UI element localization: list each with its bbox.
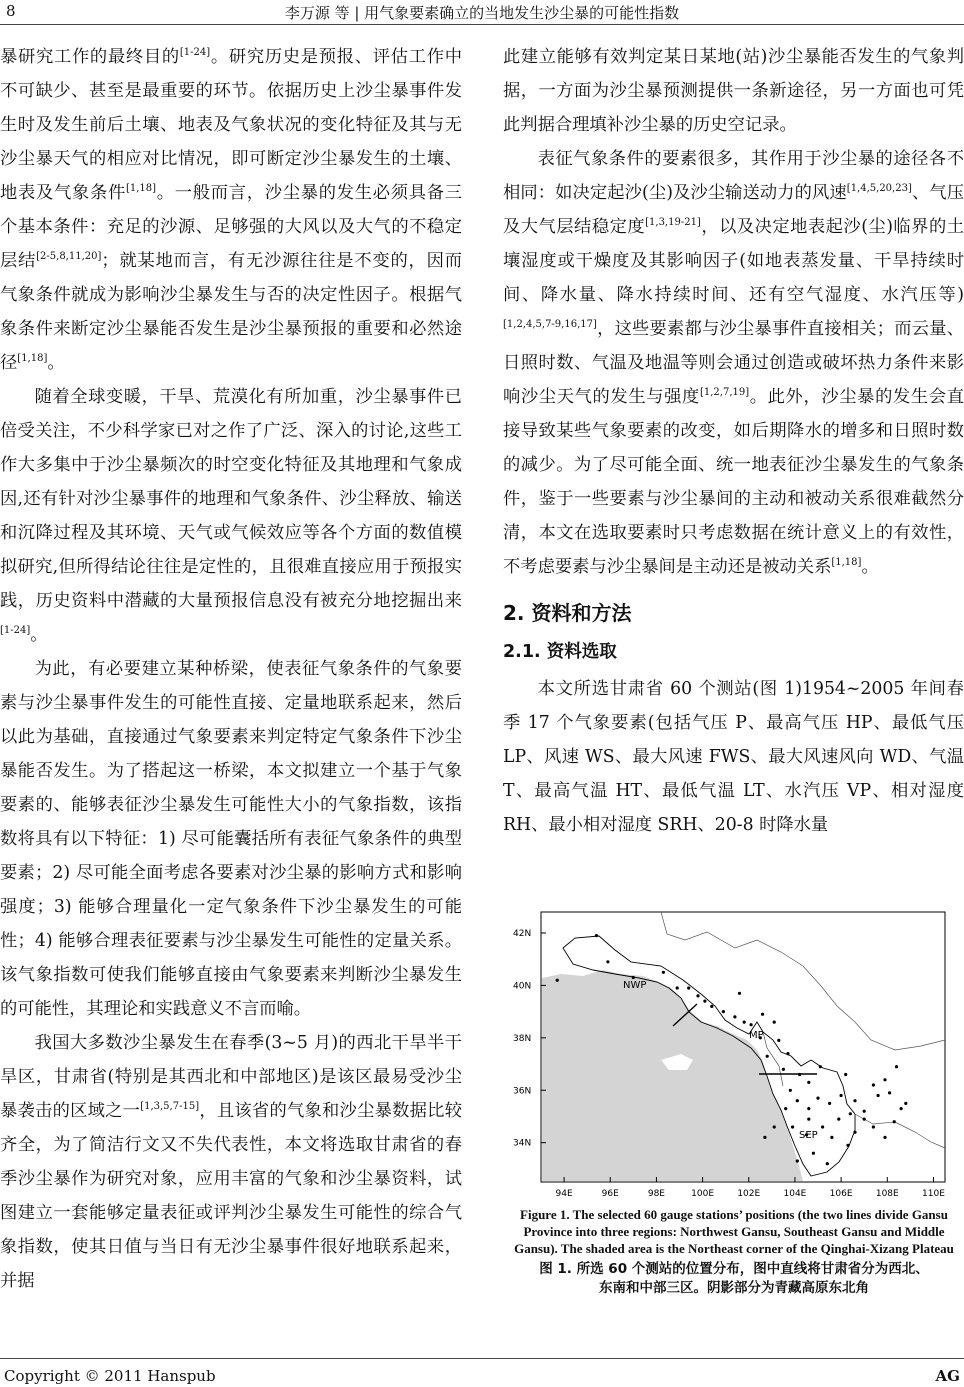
section-title: 2. 资料和方法 bbox=[503, 601, 632, 625]
station-dot bbox=[773, 1021, 776, 1024]
station-dot bbox=[796, 1099, 799, 1102]
right-column bbox=[503, 40, 964, 842]
station-dot bbox=[763, 1136, 766, 1139]
station-dot bbox=[853, 1131, 856, 1134]
lat-label: 36N bbox=[513, 1086, 532, 1097]
station-dot bbox=[846, 1144, 849, 1147]
station-dot bbox=[853, 1099, 856, 1102]
station-dot bbox=[662, 971, 665, 974]
station-dot bbox=[703, 1000, 706, 1003]
station-dot bbox=[807, 1081, 810, 1084]
station-dot bbox=[819, 1065, 822, 1068]
figure-caption-en: Figure 1. The selected 60 gauge stations’ positions (the two lines divide Gansu Province into three regions: Northwest Gansu, Southeast Gansu and Middle Gansu). The shaded area is the Northeast corner of the Qinghai-Xizang Plateau bbox=[514, 1207, 954, 1256]
station-dot bbox=[830, 1136, 833, 1139]
station-dot bbox=[807, 1118, 810, 1121]
station-dot bbox=[556, 979, 559, 982]
station-dot bbox=[791, 1125, 794, 1128]
station-dot bbox=[816, 1097, 819, 1100]
station-dot bbox=[821, 1125, 824, 1128]
paragraph: 为此，有必要建立某种桥梁，使表征气象条件的气象要素与沙尘暴事件发生的可能性直接、定量地联系起来，然后以此为基础，直接通过气象要素来判定特定气象条件下沙尘暴能否发生。为了搭起这一桥梁，本文拟建立一个基于气象要素的、能够表征沙尘暴发生可能性大小的气象指数，该指数将具有以下特征：1) 尽可能囊括所有表征气象条件的典型要素；2) 尽可能全面考虑各要素对沙尘暴的影响方式和影响强度；3) 能够合理量化一定气象条件下沙尘暴发生的可能性；4) 能够合理表征要素与沙尘暴发生可能性的定量关系。该气象指数可使我们能够直接由气象要素来判断沙尘暴发生的可能性，其理论和实践意义不言而喻。 bbox=[0, 659, 462, 1019]
figure-caption-zh bbox=[511, 1260, 957, 1298]
station-dot bbox=[904, 1102, 907, 1105]
lat-label: 40N bbox=[513, 981, 532, 992]
page-header bbox=[0, 0, 964, 25]
station-dot bbox=[883, 1078, 886, 1081]
station-dot bbox=[687, 986, 690, 989]
station-dot bbox=[696, 994, 699, 997]
lat-label: 42N bbox=[513, 928, 532, 939]
map-svg bbox=[511, 910, 947, 1202]
station-dot bbox=[883, 1136, 886, 1139]
running-title: 李万源 等 | 用气象要素确立的当地发生沙尘暴的可能性指数 bbox=[284, 4, 680, 22]
subsection-title: 2.1. 资料选取 bbox=[503, 642, 617, 662]
station-dot bbox=[784, 1107, 787, 1110]
station-dot bbox=[722, 1010, 725, 1013]
copyright: Copyright © 2011 Hanspub bbox=[4, 1367, 216, 1385]
station-dot bbox=[796, 1159, 799, 1162]
lon-label: 108E bbox=[875, 1189, 899, 1199]
page-footer bbox=[0, 1358, 964, 1387]
station-dot bbox=[606, 960, 609, 963]
station-dot bbox=[750, 1023, 753, 1026]
paragraph: 表征气象条件的要素很多，其作用于沙尘暴的途径各不相同：如决定起沙(尘)及沙尘输送动力的风速[1,4,5,20,23]、气压及大气层结稳定度[1,3,19-21]，以及决定地表起沙(尘)临界的土壤湿度或干燥度及其影响因子(如地表蒸发量、干旱持续时间、降水量、降水持续时间、还有空气湿度、水汽压等)[1,2,4,5,7-9,16,17]，这些要素都与沙尘暴事件直接相关；而云量、日照时数、气温及地温等则会通过创造或破坏热力条件来影响沙尘天气的发生与强度[1,2,7,19]。此外，沙尘暴的发生会直接导致某些气象要素的改变，如后期降水的增多和日照时数的减少。为了尽可能全面、统一地表征沙尘暴发生的气象条件，鉴于一些要素与沙尘暴间的主动和被动关系很难截然分清，本文在选取要素时只考虑数据在统计意义上的有效性，不考虑要素与沙尘暴间是主动还是被动关系[1,18]。 bbox=[503, 149, 964, 577]
region-label-nwp: NWP bbox=[623, 980, 647, 991]
figure-caption-zh-line: 东南和中部三区。阴影部分为青藏高原东北角 bbox=[599, 1280, 869, 1296]
station-dot bbox=[895, 1065, 898, 1068]
lon-label: 106E bbox=[829, 1189, 853, 1199]
station-dot bbox=[863, 1118, 866, 1121]
paragraph: 随着全球变暖，干旱、荒漠化有所加重，沙尘暴事件已倍受关注，不少科学家已对之作了广泛、深入的讨论,这些工作大多集中于沙尘暴频次的时空变化特征及其地理和气象成因,还有针对沙尘暴事件的地理和气象条件、沙尘释放、输送和沉降过程及其环境、天气或气候效应等各个方面的数值模拟研究,但所得结论往往是定性的，且很难直接应用于预报实践，历史资料中潜藏的大量预报信息没有被充分地挖掘出来[1-24]。 bbox=[0, 387, 462, 645]
station-dot bbox=[710, 1005, 713, 1008]
station-dot bbox=[900, 1107, 903, 1110]
station-dot bbox=[872, 1083, 875, 1086]
station-dot bbox=[786, 1052, 789, 1055]
station-dot bbox=[837, 1118, 840, 1121]
station-dot bbox=[888, 1091, 891, 1094]
station-dot bbox=[595, 934, 598, 937]
lon-label: 100E bbox=[691, 1189, 715, 1199]
station-dot bbox=[872, 1125, 875, 1128]
lon-label: 94E bbox=[555, 1189, 573, 1199]
paragraph: 本文所选甘肃省 60 个测站(图 1)1954~2005 年间春季 17 个气象要素(包括气压 P、最高气压 HP、最低气压 LP、风速 WS、最大风速 FWS、最大风速风向 WD、气温 T、最高气温 HT、最低气温 LT、水汽压 VP、相对湿度 RH、最小相对湿度 SRH、20-8 时降水量 bbox=[503, 679, 964, 835]
station-dot bbox=[807, 1107, 810, 1110]
station-dot bbox=[766, 1055, 769, 1058]
station-dot bbox=[840, 1094, 843, 1097]
lon-label: 110E bbox=[922, 1189, 945, 1199]
station-dot bbox=[812, 1152, 815, 1155]
journal-abbrev: AG bbox=[935, 1367, 960, 1385]
left-column bbox=[0, 40, 462, 1298]
station-dot bbox=[789, 1089, 792, 1092]
region-label-mp: MP bbox=[749, 1030, 764, 1041]
paragraph: 此建立能够有效判定某日某地(站)沙尘暴能否发生的气象判据，一方面为沙尘暴预测提供一条新途径，另一方面也可凭此判据合理填补沙尘暴的历史空记录。 bbox=[503, 47, 964, 135]
station-dot bbox=[893, 1120, 896, 1123]
lon-label: 102E bbox=[737, 1189, 761, 1199]
station-dot bbox=[844, 1073, 847, 1076]
station-dot bbox=[733, 1015, 736, 1018]
station-dot bbox=[877, 1094, 880, 1097]
paragraph: 暴研究工作的最终目的[1-24]。研究历史是预报、评估工作中不可缺少、甚至是最重要的环节。依据历史上沙尘暴事件发生时及发生前后土壤、地表及气象状况的变化特征及其与无沙尘暴天气的相应对比情况，即可断定沙尘暴发生的土壤、地表及气象条件[1,18]。一般而言，沙尘暴的发生必须具备三个基本条件：充足的沙源、足够强的大风以及大气的不稳定层结[2-5,8,11,20]；就某地而言，有无沙源往往是不变的，因而气象条件就成为影响沙尘暴发生与否的决定性因子。根据气象条件来断定沙尘暴能否发生是沙尘暴预报的重要和必然途径[1,18]。 bbox=[0, 47, 462, 373]
lat-label: 38N bbox=[513, 1033, 532, 1044]
station-dot bbox=[743, 1021, 746, 1024]
station-dot bbox=[828, 1102, 831, 1105]
region-label-sep: SEP bbox=[799, 1130, 818, 1141]
station-dot bbox=[798, 1073, 801, 1076]
page-number: 8 bbox=[6, 2, 16, 20]
station-dot bbox=[738, 992, 741, 995]
station-dot bbox=[826, 1162, 829, 1165]
station-dot bbox=[773, 1125, 776, 1128]
station-map bbox=[511, 910, 947, 1202]
lon-label: 98E bbox=[647, 1189, 665, 1199]
station-dot bbox=[863, 1110, 866, 1113]
figure-1 bbox=[511, 910, 957, 1298]
paragraph: 我国大多数沙尘暴发生在春季(3~5 月)的西北干旱半干旱区，甘肃省(特别是其西北和中部地区)是该区最易受沙尘暴袭击的区域之一[1,3,5,7-15]，且该省的气象和沙尘暴数据比较齐全，为了简洁行文又不失代表性，本文将选取甘肃省的春季沙尘暴作为研究对象，应用丰富的气象和沙尘暴资料，试图建立一套能够定量表征或评判沙尘暴发生可能性的综合气象指数，使其日值与当日有无沙尘暴事件很好地联系起来，并据 bbox=[0, 1033, 462, 1291]
station-dot bbox=[761, 1013, 764, 1016]
station-dot bbox=[782, 1068, 785, 1071]
station-dot bbox=[777, 1039, 780, 1042]
lon-label: 96E bbox=[601, 1189, 619, 1199]
station-dot bbox=[632, 976, 635, 979]
station-dot bbox=[849, 1112, 852, 1115]
lon-label: 104E bbox=[783, 1189, 807, 1199]
figure-caption-zh-line: 图 1. 所选 60 个测站的位置分布，图中直线将甘肃省分为西北、 bbox=[539, 1261, 929, 1277]
station-dot bbox=[676, 986, 679, 989]
lat-label: 34N bbox=[513, 1138, 532, 1149]
